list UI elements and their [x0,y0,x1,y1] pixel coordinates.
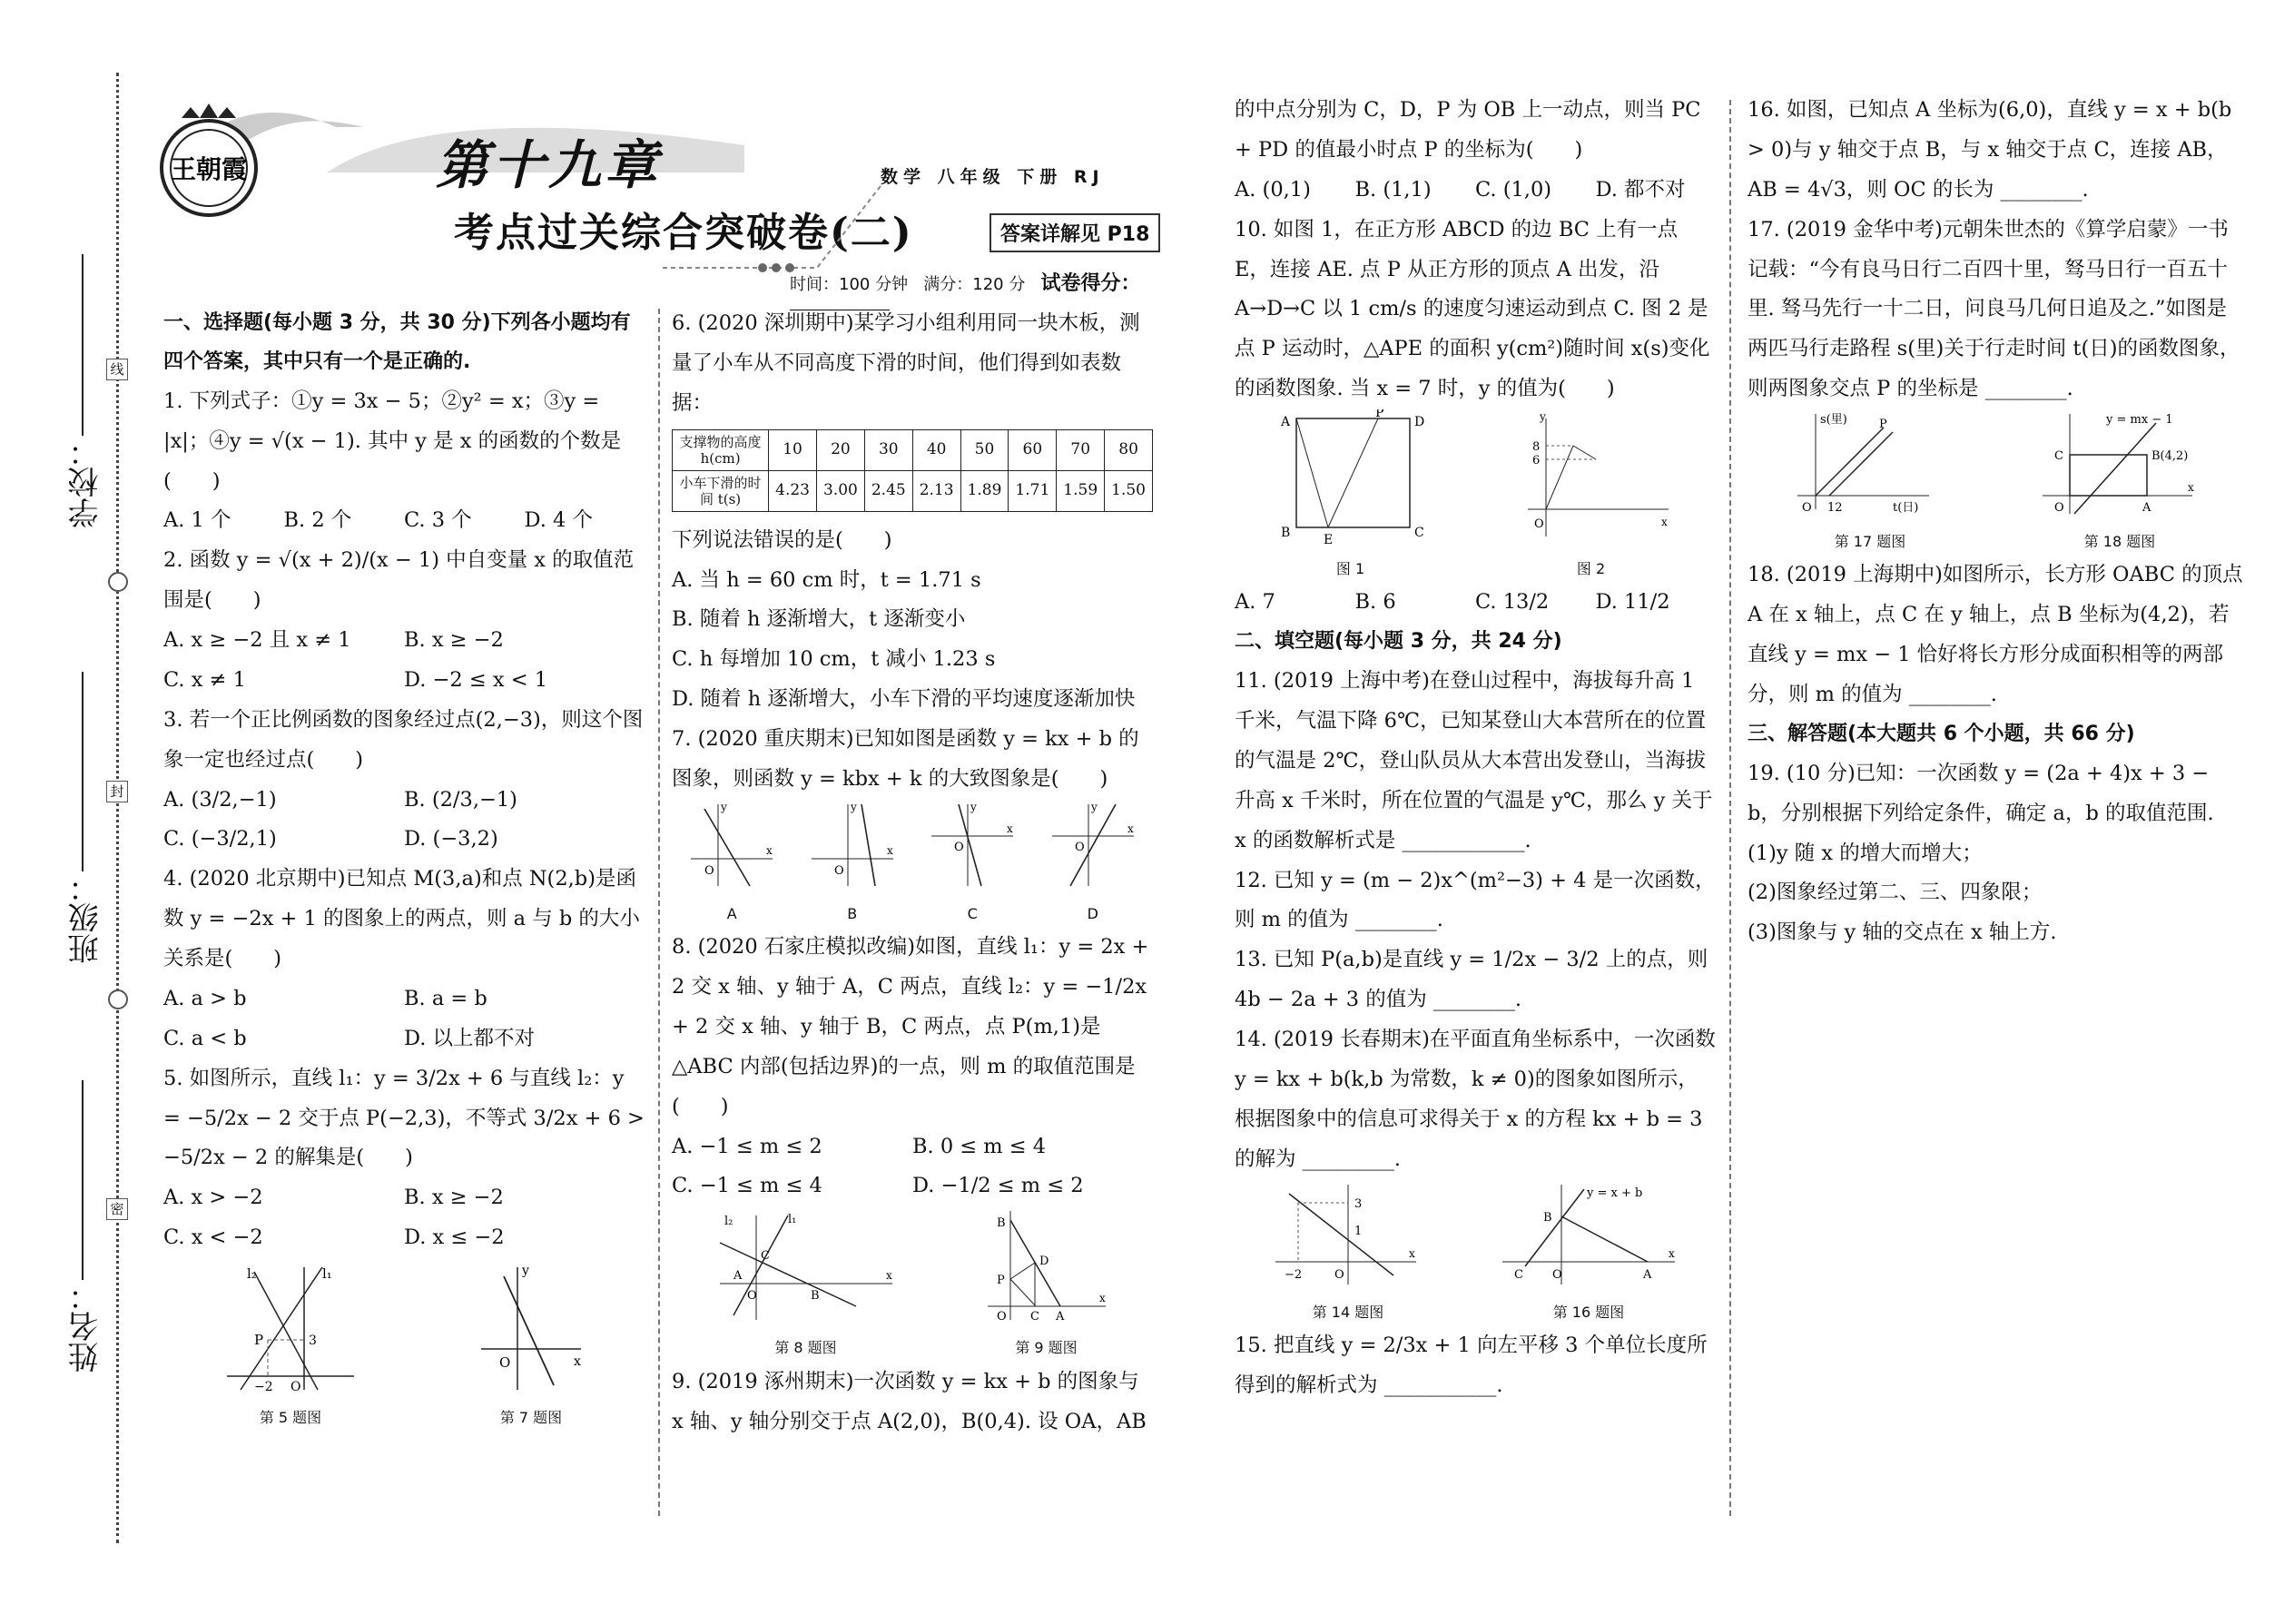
svg-text:O: O [1552,1267,1562,1282]
question-19-part-1: (1)y 随 x 的增大而增大； [1748,841,1983,865]
section-solve-heading: 三、解答题(本大题共 6 个小题，共 66 分) [1748,722,2135,745]
option[interactable]: C. 3 个 [404,508,472,533]
option[interactable]: D. 4 个 [524,508,594,533]
question-10-options [1235,583,1716,623]
option[interactable]: C. a < b [163,1026,247,1050]
option[interactable]: B. 2 个 [283,508,352,533]
binding-strip [0,0,136,1624]
figure-10-1-graph [1274,409,1428,546]
figures-14-16 [1235,1180,1716,1326]
figures-17-18 [1748,409,2247,556]
name-field[interactable] [82,1080,84,1280]
option[interactable]: C. 13/2 [1475,590,1550,615]
option[interactable]: B. 6 [1354,590,1396,615]
question-1: 1. 下列式子：①y = 3x − 5；②y² = x；③y = |x|；④y = √(x − 1). 其中 y 是 x 的函数的个数是( ) [163,389,622,493]
option[interactable]: D. −2 ≤ x < 1 [404,667,548,692]
svg-text:O: O [499,1354,511,1372]
svg-text:O: O [996,1310,1007,1324]
svg-text:D: D [1039,1255,1049,1269]
table-cell: 40 [912,429,960,470]
table-cell: 1.89 [960,470,1009,511]
svg-text:x: x [1409,1246,1415,1260]
svg-text:−2: −2 [254,1380,273,1395]
table-cell: 2.13 [912,470,960,511]
figure-16 [1498,1180,1679,1326]
figure-9-graph [983,1206,1110,1324]
question-12: 12. 已知 y = (m − 2)x^(m²−3) + 4 是一次函数，则 m 的值为 ________. [1235,868,1716,932]
column-4 [1748,91,2247,953]
svg-text:A: A [1643,1267,1652,1282]
option-label: C [967,904,978,922]
question-2-options [163,621,645,701]
svg-text:6: 6 [1531,454,1540,468]
svg-text:y: y [970,800,978,813]
table-header-t: 小车下滑的时间 t(s) [673,470,769,511]
school-label: 学校： [68,436,104,528]
option-figure-a[interactable] [686,800,777,928]
figure-9 [983,1206,1110,1362]
option[interactable]: A. a > b [163,986,247,1010]
svg-text:P: P [1879,418,1887,431]
question-8: 8. (2020 石家庄模拟改编)如图，直线 l₁：y = 2x + 2 交 x 轴、y 轴于 A，C 两点，直线 l₂：y = −1/2x + 2 交 x 轴、y 轴于 B，C 两点，点 P(m,1)是△ABC 内部(包括边界)的一点，则 m 的取值范围是( ) [672,935,1149,1118]
svg-text:O: O [1074,840,1085,854]
option[interactable]: A. 当 h = 60 cm 时，t = 1.71 s [672,567,981,592]
figures-10 [1235,409,1716,583]
svg-text:y = mx − 1: y = mx − 1 [2106,413,2173,427]
question-17: 17. (2019 金华中考)元朝朱世杰的《算学启蒙》一书记载：“今有良马日行二百四十里，驽马日行一百五十里. 驽马先行一十二日，问良马几何日追及之.”如图是两匹马行走路程 s(里)关于行走时间 t(日)的函数图象，则两图象交点 P 的坐标是 ________. [1748,217,2240,401]
section-choice-heading: 一、选择题(每小题 3 分，共 30 分)下列各小题均有四个答案，其中只有一个是正确的. [163,311,631,373]
option[interactable]: C. −1 ≤ m ≤ 4 [672,1174,822,1198]
svg-text:x: x [1098,1292,1106,1305]
svg-text:l₂: l₂ [724,1215,733,1229]
grade-meta: 数学 八年级 下册 RJ [881,167,1105,187]
option-label: D [1087,904,1098,922]
answer-reference: 答案详解见 P18 [989,213,1160,252]
svg-text:x: x [2188,481,2194,494]
question-13: 13. 已知 P(a,b)是直线 y = 1/2x − 3/2 上的点，则 4b − 2a + 3 的值为 ________. [1235,948,1708,1012]
svg-text:D: D [1413,415,1424,429]
svg-text:O: O [2054,501,2064,515]
svg-text:A: A [1280,415,1290,429]
question-18: 18. (2019 上海期中)如图所示，长方形 OABC 的顶点 A 在 x 轴上，点 C 在 y 轴上，点 B 坐标为(4,2)，若直线 y = mx − 1 恰好将长方形分成面积相等的两部分，则 m 的值为 ________. [1748,563,2243,706]
svg-text:O: O [290,1380,301,1395]
figure-17 [1793,409,1947,556]
figure-7-caption: 第 7 题图 [499,1409,563,1427]
table-cell: 1.50 [1105,470,1153,511]
question-16: 16. 如图，已知点 A 坐标为(6,0)，直线 y = x + b(b > 0)与 y 轴交于点 B，与 x 轴交于点 C，连接 AB，AB = 4√3，则 OC 的长为 ________. [1748,98,2232,202]
svg-text:C: C [1413,526,1424,540]
question-1-options [163,501,645,541]
binding-mark-seal: 封 [106,781,128,802]
figure-9-caption: 第 9 题图 [1015,1339,1078,1357]
figure-10-2 [1505,409,1678,583]
question-7: 7. (2020 重庆期末)已知如图是函数 y = kx + b 的图象，则函数 y = kbx + k 的大致图象是( ) [672,727,1139,791]
svg-text:O: O [833,863,844,878]
figure-10-1-caption: 图 1 [1335,560,1365,578]
svg-text:x: x [574,1354,581,1370]
table-cell: 1.59 [1057,470,1105,511]
figure-10-2-caption: 图 2 [1576,560,1606,578]
question-10: 10. 如图 1，在正方形 ABCD 的边 BC 上有一点 E，连接 AE. 点 P 从正方形的顶点 A 出发，沿 A→D→C 以 1 cm/s 的速度匀速运动到点 C. 图 2 是点 P 运动时，△APE 的面积 y(cm²)随时间 x(s)变化的函数图象. 当 x = 7 时，y 的值为( ) [1235,217,1710,401]
question-9-options [1235,171,1716,211]
svg-text:O: O [704,863,714,878]
logo-text: 王朝霞 [170,154,248,184]
svg-text:O: O [954,840,964,854]
option-label: B [847,904,858,922]
binding-mark-line: 线 [106,359,128,380]
option[interactable]: D. 都不对 [1595,177,1686,202]
option[interactable]: D. x ≤ −2 [404,1225,505,1250]
svg-text:A: A [1055,1310,1064,1324]
table-cell: 50 [960,429,1009,470]
option[interactable]: D. 随着 h 逐渐增大，小车下滑的平均速度逐渐加快 [672,687,1136,712]
score-label: 试卷得分： [1040,272,1141,295]
option[interactable]: A. (0,1) [1235,177,1311,202]
svg-text:P: P [1374,409,1383,420]
figure-18 [2038,409,2201,556]
figure-14-caption: 第 14 题图 [1312,1303,1384,1321]
table-cell: 4.23 [769,470,817,511]
figure-7-graph [472,1258,590,1394]
section-fill-heading: 二、填空题(每小题 3 分，共 24 分) [1235,630,1562,654]
option[interactable]: C. x ≠ 1 [163,667,246,692]
table-row [673,470,1153,511]
option-figure-d[interactable] [1048,800,1138,928]
svg-text:12: 12 [1827,501,1843,515]
page-header [154,91,1198,300]
question-4-options [163,979,645,1059]
binding-hole-icon [108,572,128,592]
option[interactable]: B. 随着 h 逐渐增大，t 逐渐变小 [672,607,966,632]
svg-text:l₁: l₁ [787,1213,796,1227]
binding-mark-secret: 密 [106,1198,128,1220]
svg-text:y: y [850,800,857,813]
option[interactable]: C. x < −2 [163,1225,263,1250]
table-cell: 60 [1009,429,1057,470]
option[interactable]: C. (−3/2,1) [163,827,277,851]
question-5: 5. 如图所示，直线 l₁：y = 3/2x + 6 与直线 l₂：y = −5/2x − 2 交于点 P(−2,3)，不等式 3/2x + 6 > −5/2x − 2 的解集是( ) [163,1066,645,1170]
figure-10-1 [1274,409,1428,583]
figure-18-caption: 第 18 题图 [2083,533,2156,551]
option[interactable]: A. 7 [1235,590,1275,615]
svg-text:E: E [1323,533,1333,546]
binding-dotted-line [116,73,119,1543]
option[interactable]: B. a = b [404,986,487,1010]
svg-text:−2: −2 [1285,1267,1303,1282]
question-11: 11. (2019 上海中考)在登山过程中，海拔每升高 1 千米，气温下降 6℃，已知某登山大本营所在的位置的气温是 2℃，登山队员从大本营出发登山，当海拔升高 x 千米时，所在位置的气温是 y℃，那么 y 关于 x 的函数解析式是 ____________. [1235,669,1713,852]
figure-7 [472,1258,590,1432]
column-3 [1235,91,1716,1406]
table-cell: 80 [1105,429,1153,470]
svg-text:B: B [810,1289,820,1304]
svg-text:y = x + b: y = x + b [1587,1186,1643,1200]
figures-5-7 [163,1258,645,1432]
svg-text:O: O [1533,517,1544,531]
svg-text:A: A [2142,501,2151,515]
table-cell: 10 [769,429,817,470]
exam-full-score: 满分：120 分 [923,275,1026,294]
table-row [673,429,1153,470]
figures-8-9 [672,1206,1153,1362]
figure-17-graph [1793,409,1947,518]
svg-text:O: O [1334,1267,1344,1282]
svg-text:C: C [1029,1310,1039,1324]
figure-14-graph [1271,1180,1425,1289]
figure-5 [218,1258,363,1432]
table-cell: 30 [864,429,912,470]
chapter-title: 第十九章 [436,134,662,196]
table-header-h: 支撑物的高度 h(cm) [673,429,769,470]
page-title: 考点过关综合突破卷(二) [454,210,913,256]
table-cell: 2.45 [864,470,912,511]
option[interactable]: A. −1 ≤ m ≤ 2 [672,1134,822,1158]
binding-hole-icon [108,989,128,1009]
svg-text:x: x [1007,822,1014,835]
question-6: 6. (2020 深圳期中)某学习小组利用同一块木板，测量了小车从不同高度下滑的时间，他们得到如表数据： [672,311,1140,415]
option[interactable]: D. (−3,2) [404,827,498,851]
question-7-figures [672,800,1153,928]
svg-text:y: y [1090,800,1098,813]
svg-text:1: 1 [1354,1224,1363,1238]
svg-text:y: y [721,800,728,813]
table-cell: 3.00 [816,470,864,511]
data-table [672,429,1153,512]
figure-10-2-graph [1505,409,1678,546]
column-divider [1729,100,1731,1516]
question-19: 19. (10 分)已知：一次函数 y = (2a + 4)x + 3 − b，分别根据下列给定条件，确定 a，b 的取值范围. [1748,761,2214,825]
svg-text:8: 8 [1531,440,1540,454]
svg-text:x: x [1669,1246,1675,1260]
exam-time: 时间：100 分钟 [790,275,909,294]
question-3: 3. 若一个正比例函数的图象经过点(2,−3)，则这个图象一定也经过点( ) [163,707,644,772]
option-figure-c[interactable] [927,800,1018,928]
option[interactable]: B. (1,1) [1354,177,1432,202]
svg-text:x: x [1127,822,1134,835]
option[interactable]: D. 11/2 [1595,590,1670,615]
option[interactable]: A. x > −2 [163,1186,263,1210]
svg-text:P: P [254,1332,264,1349]
school-field[interactable] [82,254,84,436]
class-label: 班级： [68,871,104,964]
class-field[interactable] [82,672,84,871]
question-9: 9. (2019 涿州期末)一次函数 y = kx + b 的图象与 x 轴、y 轴分别交于点 A(2,0)，B(0,4). 设 OA，AB [672,1369,1147,1433]
option[interactable]: A. 1 个 [163,508,231,533]
svg-text:B: B [996,1216,1006,1231]
column-2 [672,304,1153,1442]
svg-text:x: x [886,843,893,857]
option-label: A [726,904,737,922]
figure-16-caption: 第 16 题图 [1552,1303,1625,1321]
svg-text:s(里): s(里) [1820,413,1847,427]
svg-text:C: C [2054,449,2063,463]
svg-text:y: y [522,1264,529,1279]
option[interactable]: A. (3/2,−1) [163,787,277,812]
option[interactable]: B. x ≥ −2 [404,1186,504,1210]
figure-17-caption: 第 17 题图 [1834,533,1906,551]
question-19-part-2: (2)图象经过第二、三、四象限； [1748,881,2043,905]
svg-text:O: O [1802,501,1812,515]
svg-text:3: 3 [309,1334,317,1349]
column-1 [163,304,645,1432]
option[interactable]: C. (1,0) [1475,177,1552,202]
question-5-options [163,1178,645,1258]
svg-text:3: 3 [1354,1196,1363,1211]
svg-text:t(日): t(日) [1893,501,1919,515]
figure-5-graph [218,1258,363,1394]
figure-18-graph [2038,409,2201,518]
question-3-options [163,781,645,861]
svg-text:P: P [996,1274,1005,1288]
figure-8-graph [715,1206,897,1324]
question-2: 2. 函数 y = √(x + 2)/(x − 1) 中自变量 x 的取值范围是( ) [163,548,635,613]
svg-text:B: B [1280,526,1290,540]
option[interactable]: C. h 每增加 10 cm，t 减小 1.23 s [672,647,996,672]
svg-text:B(4,2): B(4,2) [2151,449,2189,463]
table-cell: 70 [1057,429,1105,470]
svg-text:y: y [1539,410,1546,423]
figure-16-graph [1498,1180,1679,1289]
option[interactable]: D. −1/2 ≤ m ≤ 2 [912,1174,1084,1198]
svg-text:O: O [746,1289,757,1304]
column-divider [658,309,660,1516]
question-4: 4. (2020 北京期中)已知点 M(3,a)和点 N(2,b)是函数 y = −2x + 1 的图象上的两点，则 a 与 b 的大小关系是( ) [163,867,640,971]
figure-5-caption: 第 5 题图 [259,1409,322,1427]
table-cell: 20 [816,429,864,470]
question-14: 14. (2019 长春期末)在平面直角坐标系中，一次函数 y = kx + b(k,b 为常数，k ≠ 0)的图象如图所示，根据图象中的信息可求得关于 x 的方程 kx + b = 3 的解为 _________. [1235,1028,1716,1171]
question-8-options [672,1127,1153,1207]
figure-8-caption: 第 8 题图 [774,1339,837,1357]
figure-8 [715,1206,897,1362]
option[interactable]: D. 以上都不对 [404,1026,536,1050]
svg-text:l₁: l₁ [322,1265,332,1283]
svg-text:C: C [760,1249,770,1264]
option-figure-b[interactable] [807,800,898,928]
option[interactable]: B. x ≥ −2 [404,628,504,653]
svg-text:B: B [1543,1210,1552,1225]
svg-text:A: A [733,1269,742,1284]
svg-text:l₂: l₂ [247,1265,257,1283]
figure-14 [1271,1180,1425,1326]
option[interactable]: A. x ≥ −2 且 x ≠ 1 [163,628,351,653]
svg-text:x: x [885,1269,892,1283]
option[interactable]: B. (2/3,−1) [404,787,517,812]
svg-text:x: x [766,843,773,857]
svg-text:C: C [1514,1267,1523,1282]
question-9-continued: 的中点分别为 C，D，P 为 OB 上一动点，则当 PC + PD 的值最小时点 P 的坐标为( ) [1235,98,1701,162]
question-15: 15. 把直线 y = 2/3x + 1 向左平移 3 个单位长度所得到的解析式为 ___________. [1235,1333,1708,1397]
question-6-ask: 下列说法错误的是( ) [672,527,892,552]
name-label: 姓名： [68,1280,104,1373]
option[interactable]: B. 0 ≤ m ≤ 4 [912,1134,1047,1158]
table-cell: 1.71 [1009,470,1057,511]
question-19-part-3: (3)图象与 y 轴的交点在 x 轴上方. [1748,920,2057,945]
svg-text:x: x [1660,516,1668,528]
